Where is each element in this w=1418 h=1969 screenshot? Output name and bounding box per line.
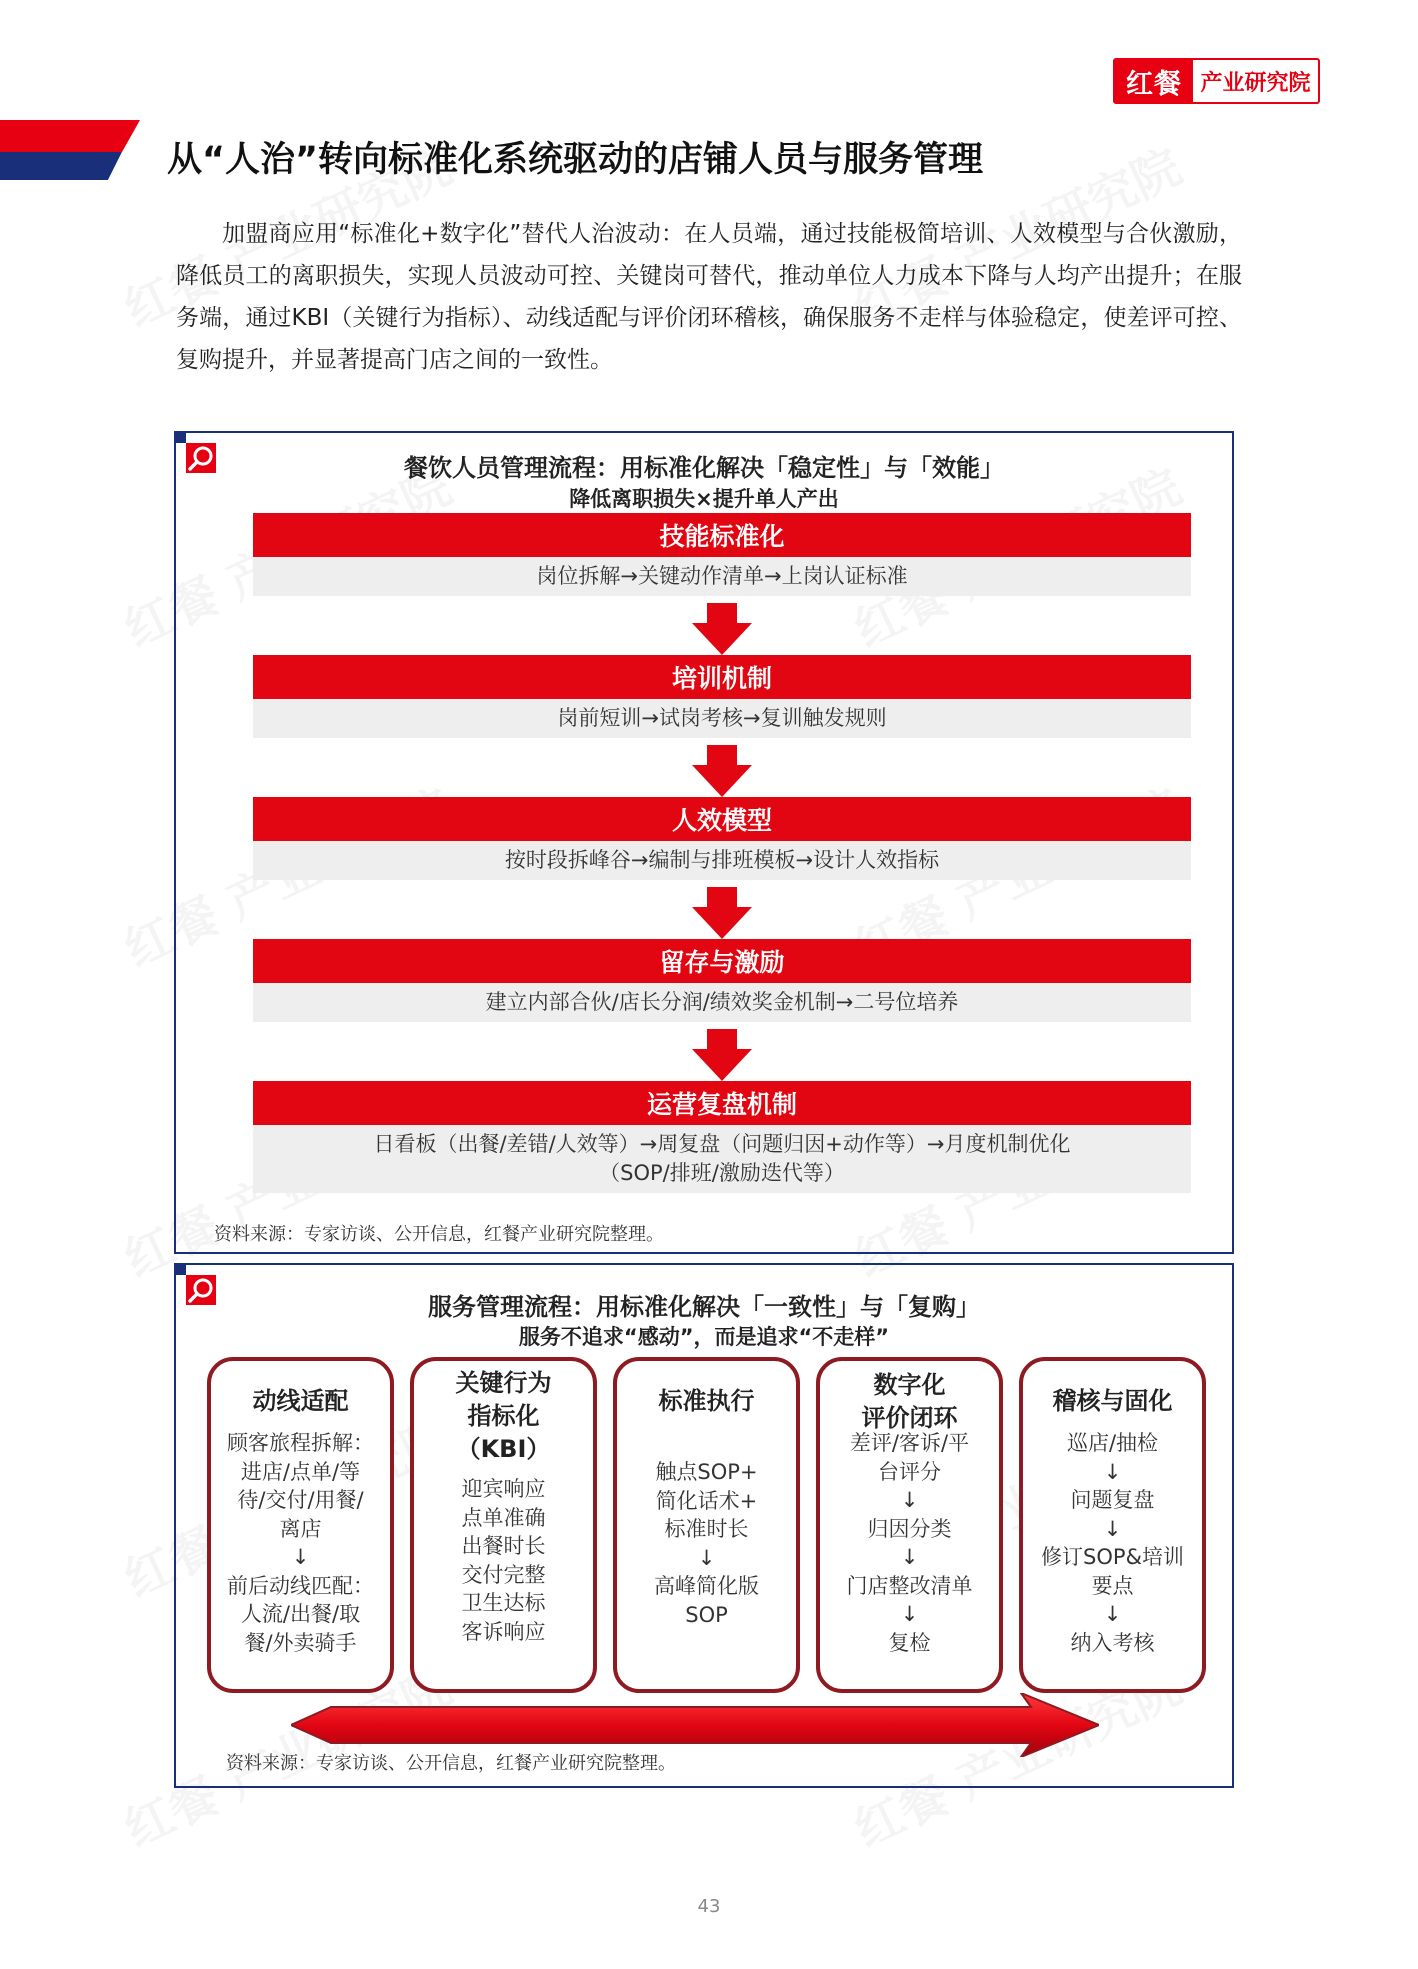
card-line: 高峰简化版 <box>654 1574 759 1598</box>
step-description: 按时段拆峰谷→编制与排班模板→设计人效指标 <box>253 841 1191 880</box>
card-title-line: 指标化 <box>467 1402 540 1430</box>
card-line: 修订SOP&培训 <box>1041 1545 1184 1569</box>
step-description-line: 日看板（出餐/差错/人效等）→周复盘（问题归因+动作等）→月度机制优化 <box>373 1132 1071 1156</box>
card-line: 问题复盘 <box>1070 1488 1155 1512</box>
card-line: 离店 <box>279 1516 322 1541</box>
down-arrow-icon <box>692 603 752 655</box>
logo-brand-mark: 红餐 <box>1115 60 1193 102</box>
flow-step-efficiency <box>253 797 1191 880</box>
flow-step-training <box>253 655 1191 738</box>
card-line: ↓ <box>697 1545 716 1570</box>
card-line: 出餐时长 <box>461 1534 546 1558</box>
card-line: 简化话术+ <box>655 1488 758 1513</box>
card-line: 差评/客诉/平 <box>849 1431 970 1455</box>
flow-step-review <box>253 1081 1191 1193</box>
card-title-line: （KBI） <box>456 1435 551 1463</box>
card-line: 待/交付/用餐/ <box>237 1488 364 1512</box>
card-title: 标准执行 <box>658 1387 755 1415</box>
step-description: 岗前短训→试岗考核→复训触发规则 <box>253 699 1191 738</box>
step-heading: 培训机制 <box>253 655 1191 699</box>
flow-step-retention <box>253 939 1191 1022</box>
card-line: ↓ <box>900 1488 919 1512</box>
card-line: 进店/点单/等 <box>240 1459 361 1484</box>
card-line: 归因分类 <box>867 1516 952 1541</box>
card-line: 点单准确 <box>461 1505 546 1530</box>
card-body <box>826 1429 993 1657</box>
card-line: ↓ <box>291 1545 310 1569</box>
card-title-line: 评价闭环 <box>861 1404 958 1432</box>
right-arrow-icon <box>291 1693 1099 1757</box>
card-title-line: 关键行为 <box>455 1369 552 1397</box>
step-heading: 人效模型 <box>253 797 1191 841</box>
card-line: 触点SOP+ <box>655 1460 758 1484</box>
card-line: 迎宾响应 <box>461 1477 546 1501</box>
card-line: 台评分 <box>878 1459 941 1484</box>
page-number: 43 <box>697 1896 721 1917</box>
card-line: 纳入考核 <box>1070 1630 1155 1655</box>
card-body <box>1029 1429 1196 1657</box>
staff-management-panel <box>174 431 1234 1254</box>
down-arrow-icon <box>692 887 752 939</box>
service-card-flow-adaptation <box>207 1357 394 1693</box>
service-card-digital-review <box>816 1357 1003 1693</box>
card-line: 标准时长 <box>664 1517 749 1541</box>
card-line: 客诉响应 <box>461 1619 546 1644</box>
card-line: ↓ <box>1103 1459 1122 1484</box>
card-line: 巡店/抽检 <box>1066 1431 1159 1455</box>
card-line: ↓ <box>900 1545 919 1569</box>
panel2-title: 服务管理流程：用标准化解决「一致性」与「复购」 <box>428 1293 980 1321</box>
card-title: 稽核与固化 <box>1052 1387 1173 1415</box>
card-line: 要点 <box>1091 1573 1134 1598</box>
down-arrow-icon <box>692 1029 752 1081</box>
step-description: 建立内部合伙/店长分润/绩效奖金机制→二号位培养 <box>253 983 1191 1022</box>
down-arrow-icon <box>692 745 752 797</box>
step-heading: 留存与激励 <box>253 939 1191 983</box>
flow-step-skill <box>253 513 1191 596</box>
card-line: 人流/出餐/取 <box>240 1602 361 1626</box>
card-title <box>820 1369 999 1435</box>
card-line: 门店整改清单 <box>846 1573 973 1598</box>
step-heading: 运营复盘机制 <box>253 1081 1191 1125</box>
card-line: ↓ <box>1103 1516 1122 1541</box>
panel2-subtitle: 服务不追求“感动”，而是追求“不走样” <box>518 1325 890 1349</box>
card-body <box>217 1429 384 1657</box>
title-banner-decoration <box>0 120 140 180</box>
card-line: 卫生达标 <box>461 1591 546 1615</box>
card-title: 动线适配 <box>252 1387 349 1415</box>
step-description: 岗位拆解→关键动作清单→上岗认证标准 <box>253 557 1191 596</box>
step-heading: 技能标准化 <box>253 513 1191 557</box>
card-title-line: 数字化 <box>873 1371 946 1399</box>
card-line: 顾客旅程拆解： <box>227 1431 374 1455</box>
card-line: ↓ <box>900 1602 919 1626</box>
card-line: 交付完整 <box>461 1562 546 1587</box>
card-line: 前后动线匹配： <box>227 1573 374 1598</box>
service-card-audit <box>1019 1357 1206 1693</box>
card-title <box>414 1367 593 1466</box>
card-line: 餐/外卖骑手 <box>244 1630 357 1655</box>
service-card-kbi <box>410 1357 597 1693</box>
source-note: 资料来源：专家访谈、公开信息，红餐产业研究院整理。 <box>226 1753 676 1774</box>
card-body <box>623 1458 790 1629</box>
panel1-title: 餐饮人员管理流程：用标准化解决「稳定性」与「效能」 <box>404 454 1004 482</box>
card-line: 复检 <box>888 1630 931 1655</box>
panel1-subtitle: 降低离职损失×提升单人产出 <box>569 487 839 511</box>
card-body <box>420 1475 587 1646</box>
service-card-execution <box>613 1357 800 1693</box>
card-line: ↓ <box>1103 1602 1122 1626</box>
service-management-panel <box>174 1263 1234 1788</box>
card-line: SOP <box>685 1602 728 1627</box>
page-title: 从“人治”转向标准化系统驱动的店铺人员与服务管理 <box>167 140 984 180</box>
logo-text: 产业研究院 <box>1200 70 1311 96</box>
step-description <box>253 1125 1191 1193</box>
intro-paragraph: 加盟商应用“标准化+数字化”替代人治波动：在人员端，通过技能极简培训、人效模型与合伙激励，降低员工的离职损失，实现人员波动可控、关键岗可替代，推动单位人力成本下降与人均产出提升；在服务端，通过KBI（关键行为指标）、动线适配与评价闭环稽核，确保服务不走样与体验稳定，使差评可控、复购提升，并显著提高门店之间的一致性。 <box>176 221 1242 373</box>
brand-logo <box>1113 58 1320 104</box>
step-description-line: （SOP/排班/激励迭代等） <box>599 1161 845 1185</box>
source-note: 资料来源：专家访谈、公开信息，红餐产业研究院整理。 <box>214 1224 664 1245</box>
